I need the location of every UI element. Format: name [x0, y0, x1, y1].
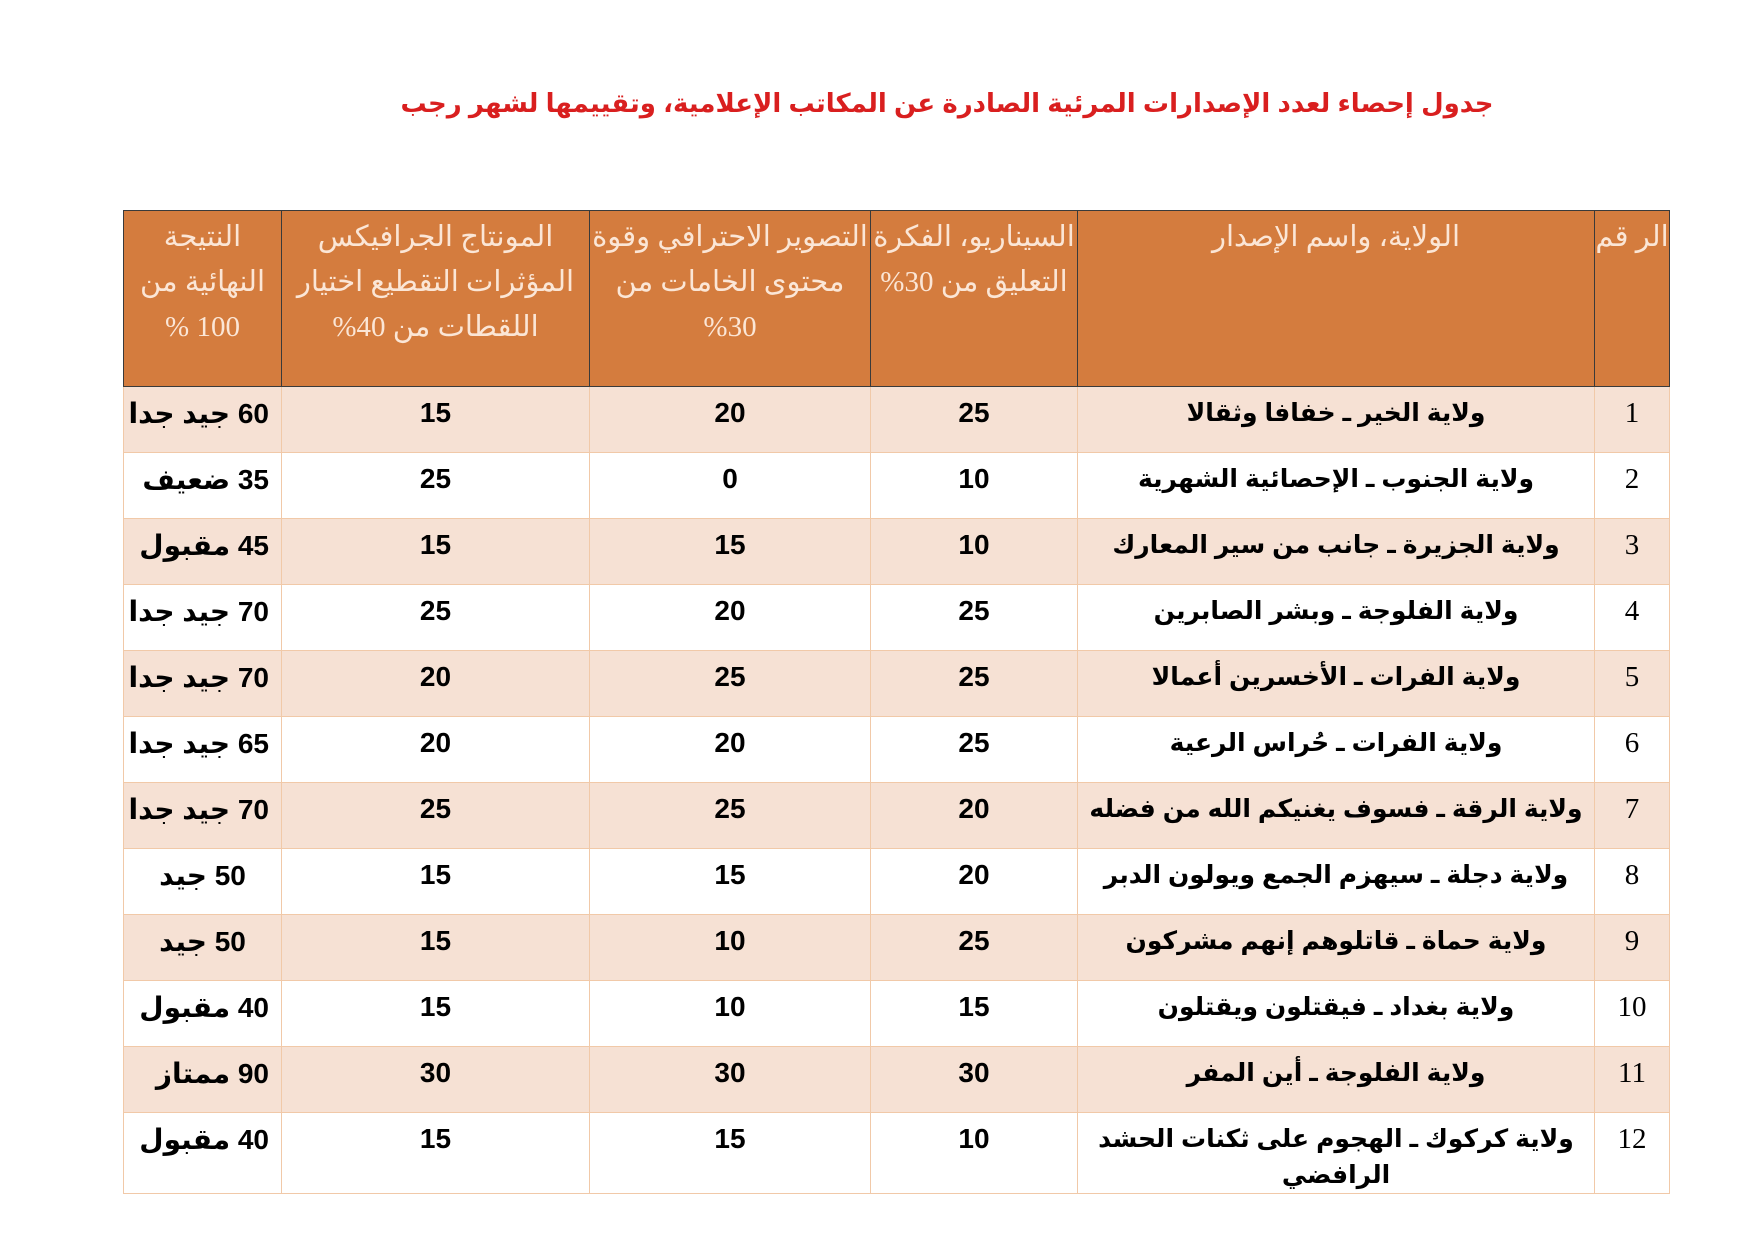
header-scenario: السيناريو، الفكرة التعليق من 30% — [871, 211, 1078, 387]
release-name: ولاية الرقة ـ فسوف يغنيكم الله من فضله — [1078, 783, 1595, 849]
evaluation-table — [123, 210, 1670, 1194]
scenario-score: 30 — [871, 1047, 1078, 1113]
release-name: ولاية الفلوجة ـ وبشر الصابرين — [1078, 585, 1595, 651]
header-name: الولاية، واسم الإصدار — [1078, 211, 1595, 387]
row-number: 12 — [1595, 1113, 1670, 1194]
montage-score: 25 — [282, 585, 590, 651]
release-name: ولاية بغداد ـ فيقتلون ويقتلون — [1078, 981, 1595, 1047]
release-name: ولاية دجلة ـ سيهزم الجمع ويولون الدبر — [1078, 849, 1595, 915]
document-title-wrap — [0, 88, 1754, 119]
table-row — [124, 981, 1670, 1047]
final-result: 40 مقبول — [124, 981, 282, 1047]
montage-score: 20 — [282, 717, 590, 783]
header-row — [124, 211, 1670, 387]
table-row — [124, 1113, 1670, 1194]
scenario-score: 20 — [871, 783, 1078, 849]
montage-score: 15 — [282, 849, 590, 915]
release-name: ولاية الفلوجة ـ أين المفر — [1078, 1047, 1595, 1113]
photography-score: 10 — [590, 981, 871, 1047]
montage-score: 30 — [282, 1047, 590, 1113]
final-result: 45 مقبول — [124, 519, 282, 585]
table-row — [124, 519, 1670, 585]
montage-score: 20 — [282, 651, 590, 717]
photography-score: 20 — [590, 717, 871, 783]
release-name: ولاية الجنوب ـ الإحصائية الشهرية — [1078, 453, 1595, 519]
row-number: 5 — [1595, 651, 1670, 717]
row-number: 10 — [1595, 981, 1670, 1047]
row-number: 7 — [1595, 783, 1670, 849]
release-name: ولاية حماة ـ قاتلوهم إنهم مشركون — [1078, 915, 1595, 981]
final-result: 90 ممتاز — [124, 1047, 282, 1113]
scenario-score: 15 — [871, 981, 1078, 1047]
scenario-score: 25 — [871, 387, 1078, 453]
release-name: ولاية الجزيرة ـ جانب من سير المعارك — [1078, 519, 1595, 585]
row-number: 6 — [1595, 717, 1670, 783]
montage-score: 15 — [282, 1113, 590, 1194]
release-name: ولاية الفرات ـ حُراس الرعية — [1078, 717, 1595, 783]
release-name: ولاية الخير ـ خفافا وثقالا — [1078, 387, 1595, 453]
row-number: 4 — [1595, 585, 1670, 651]
photography-score: 15 — [590, 1113, 871, 1194]
scenario-score: 10 — [871, 519, 1078, 585]
final-result: 70 جيد جدا — [124, 585, 282, 651]
table-row — [124, 651, 1670, 717]
montage-score: 15 — [282, 981, 590, 1047]
final-result: 50 جيد — [124, 915, 282, 981]
montage-score: 15 — [282, 915, 590, 981]
table-row — [124, 387, 1670, 453]
row-number: 3 — [1595, 519, 1670, 585]
row-number: 9 — [1595, 915, 1670, 981]
scenario-score: 25 — [871, 651, 1078, 717]
release-name: ولاية الفرات ـ الأخسرين أعمالا — [1078, 651, 1595, 717]
scenario-score: 25 — [871, 585, 1078, 651]
final-result: 40 مقبول — [124, 1113, 282, 1194]
photography-score: 20 — [590, 585, 871, 651]
photography-score: 25 — [590, 783, 871, 849]
document-title: جدول إحصاء لعدد الإصدارات المرئية الصادرة عن المكاتب الإعلامية، وتقييمها لشهر رجب — [400, 88, 1494, 118]
row-number: 2 — [1595, 453, 1670, 519]
table-row — [124, 849, 1670, 915]
table-row — [124, 585, 1670, 651]
scenario-score: 25 — [871, 717, 1078, 783]
header-photography: التصوير الاحترافي وقوة محتوى الخامات من 30% — [590, 211, 871, 387]
table-row — [124, 717, 1670, 783]
row-number: 1 — [1595, 387, 1670, 453]
photography-score: 15 — [590, 849, 871, 915]
scenario-score: 25 — [871, 915, 1078, 981]
header-number: الر قم — [1595, 211, 1670, 387]
photography-score: 25 — [590, 651, 871, 717]
final-result: 60 جيد جدا — [124, 387, 282, 453]
final-result: 35 ضعيف — [124, 453, 282, 519]
photography-score: 10 — [590, 915, 871, 981]
table-row — [124, 915, 1670, 981]
table-row — [124, 1047, 1670, 1113]
header-montage: المونتاج الجرافيكس المؤثرات التقطيع اختيار اللقطات من 40% — [282, 211, 590, 387]
photography-score: 20 — [590, 387, 871, 453]
montage-score: 25 — [282, 453, 590, 519]
montage-score: 15 — [282, 387, 590, 453]
scenario-score: 10 — [871, 1113, 1078, 1194]
scenario-score: 10 — [871, 453, 1078, 519]
final-result: 70 جيد جدا — [124, 651, 282, 717]
final-result: 70 جيد جدا — [124, 783, 282, 849]
final-result: 65 جيد جدا — [124, 717, 282, 783]
photography-score: 30 — [590, 1047, 871, 1113]
table-row — [124, 453, 1670, 519]
montage-score: 25 — [282, 783, 590, 849]
photography-score: 0 — [590, 453, 871, 519]
header-result: النتيجة النهائية من 100 % — [124, 211, 282, 387]
release-name: ولاية كركوك ـ الهجوم على ثكنات الحشد الرافضي — [1078, 1113, 1595, 1194]
row-number: 8 — [1595, 849, 1670, 915]
montage-score: 15 — [282, 519, 590, 585]
scenario-score: 20 — [871, 849, 1078, 915]
photography-score: 15 — [590, 519, 871, 585]
final-result: 50 جيد — [124, 849, 282, 915]
table-row — [124, 783, 1670, 849]
row-number: 11 — [1595, 1047, 1670, 1113]
